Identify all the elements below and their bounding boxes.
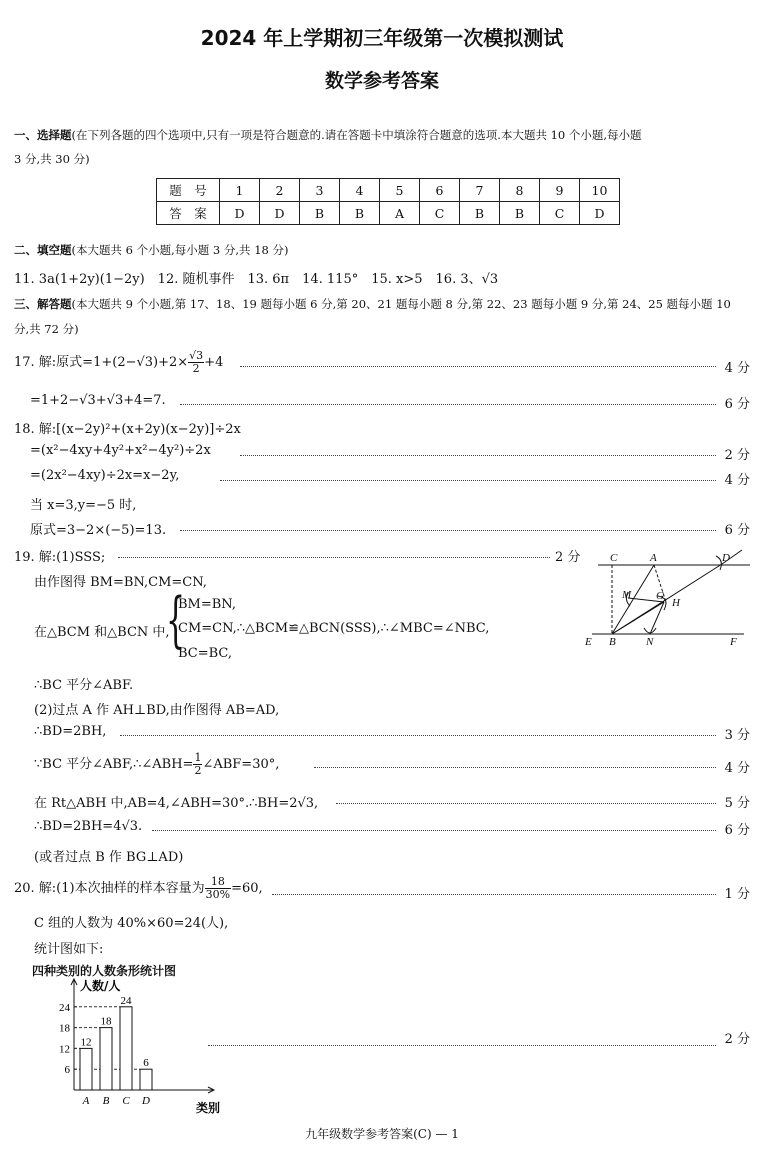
bar	[80, 1048, 92, 1090]
row-label: 答 案	[157, 202, 220, 225]
frac-numerator: 18	[205, 876, 231, 889]
dotted-leader	[180, 530, 716, 531]
q20-fraction	[205, 876, 231, 901]
table-cell: B	[300, 202, 340, 225]
section3-line1	[14, 296, 731, 312]
arc-n	[644, 628, 656, 633]
dotted-leader	[120, 735, 716, 736]
table-cell: D	[220, 202, 260, 225]
section3-heading: 三、解答题	[14, 297, 72, 311]
fig-label: F	[730, 636, 737, 648]
x-tick-label: B	[102, 1095, 110, 1107]
q18-line2: =(x²−4xy+4y²+x²−4y²)÷2x	[30, 443, 211, 458]
fig-label: N	[646, 636, 654, 648]
data-label: 12	[80, 1036, 92, 1049]
q18-line1: 18. 解:[(x−2y)²+(x+2y)(x−2y)]÷2x	[14, 422, 241, 437]
fig-label: H	[672, 597, 680, 609]
score-label: 6 分	[724, 523, 750, 538]
q20-line1	[14, 876, 263, 901]
q18-line4: 当 x=3,y=−5 时,	[30, 498, 137, 513]
dotted-leader	[240, 455, 716, 456]
chart-labels	[59, 978, 220, 1115]
score-label: 2 分	[724, 1032, 750, 1047]
table-cell: 1	[220, 179, 260, 202]
section1-note2: 3 分,共 30 分)	[14, 152, 90, 166]
q19-line3-intro: 在△BCM 和△BCN 中,	[34, 625, 170, 640]
table-cell: 10	[580, 179, 620, 202]
dotted-leader	[314, 767, 716, 768]
table-row	[157, 179, 620, 202]
table-cell: B	[500, 202, 540, 225]
y-axis-label: 人数/人	[80, 979, 121, 993]
row-label: 题 号	[157, 179, 220, 202]
data-label: 6	[143, 1057, 149, 1070]
frac-numerator: √3	[189, 349, 204, 362]
score-label: 2 分	[724, 448, 750, 463]
geometry-figure	[584, 548, 754, 652]
table-cell: A	[380, 202, 420, 225]
q20-line2: C 组的人数为 40%×60=24(人),	[34, 916, 229, 931]
section3-note2: 分,共 72 分)	[14, 322, 79, 336]
data-label: 18	[100, 1015, 112, 1028]
data-label: 24	[120, 994, 132, 1007]
x-axis-label: 类别	[196, 1101, 221, 1115]
fig-label: G	[656, 590, 664, 602]
q19-line5: (2)过点 A 作 AH⊥BD,由作图得 AB=AD,	[34, 703, 280, 718]
page-title: 2024 年上学期初三年级第一次模拟测试	[200, 26, 564, 50]
frac-denominator: 2	[194, 764, 202, 777]
q19-line10: (或者过点 B 作 BG⊥AD)	[34, 850, 184, 865]
dotted-leader	[272, 894, 716, 895]
score-label: 3 分	[724, 728, 750, 743]
q20-line3: 统计图如下:	[34, 942, 104, 957]
x-tick-label: D	[142, 1095, 150, 1107]
dotted-leader	[180, 404, 716, 405]
fig-label: C	[610, 552, 618, 564]
y-tick-label: 6	[64, 1064, 70, 1077]
score-label: 4 分	[724, 761, 750, 776]
q19-line7	[34, 752, 279, 777]
dotted-leader	[240, 366, 716, 367]
table-cell: C	[540, 202, 580, 225]
section3-note1: (本大题共 9 个小题,第 17、18、19 题每小题 6 分,第 20、21 题每小题 8 分,第 22、23 题每小题 9 分,第 24、25 题每小题 10	[71, 297, 731, 311]
x-tick-label: C	[122, 1095, 130, 1107]
table-row	[157, 202, 620, 225]
score-label: 5 分	[724, 796, 750, 811]
fig-label: A	[650, 552, 657, 564]
table-cell: D	[580, 202, 620, 225]
curly-brace: {	[166, 585, 186, 655]
frac-denominator: 2	[192, 362, 200, 375]
section1-line1	[14, 127, 642, 143]
fig-label: M	[622, 589, 632, 601]
bar	[140, 1069, 152, 1090]
table-cell: B	[340, 202, 380, 225]
q19-brace-line1: BM=BN,	[178, 597, 236, 612]
q19-line8: 在 Rt△ABH 中,AB=4,∠ABH=30°.∴BH=2√3,	[34, 796, 319, 811]
table-cell: D	[260, 202, 300, 225]
section2-note: (本大题共 6 个小题,每小题 3 分,共 18 分)	[71, 243, 289, 257]
choice-answer-table	[156, 178, 620, 225]
q17-text-b: +4	[204, 355, 224, 370]
q18-line3: =(2x²−4xy)÷2x=x−2y,	[30, 468, 180, 483]
q19-line6: ∴BD=2BH,	[34, 724, 107, 739]
q19-line7-b: ∠ABF=30°,	[202, 757, 280, 772]
dotted-leader	[336, 803, 716, 804]
q19-line2: 由作图得 BM=BN,CM=CN,	[34, 575, 207, 590]
q19-line7-a: ∵BC 平分∠ABF,∴∠ABH=	[34, 757, 194, 772]
y-tick-label: 18	[59, 1022, 70, 1035]
table-cell: B	[460, 202, 500, 225]
table-cell: 5	[380, 179, 420, 202]
dotted-leader	[152, 830, 716, 831]
fig-label: B	[609, 636, 616, 648]
segment-bg	[612, 602, 664, 634]
table-cell: 7	[460, 179, 500, 202]
table-cell: 9	[540, 179, 580, 202]
q19-brace-line3: BC=BC,	[178, 646, 233, 661]
score-label: 4 分	[724, 473, 750, 488]
bar	[100, 1028, 112, 1090]
frac-denominator: 30%	[205, 888, 231, 901]
x-tick-label: A	[82, 1095, 90, 1107]
q19-line1: 19. 解:(1)SSS;	[14, 550, 106, 565]
score-label: 1 分	[724, 887, 750, 902]
fill-blank-answers: 11. 3a(1+2y)(1−2y) 12. 随机事件 13. 6π 14. 115° 15. x>5 16. 3、√3	[14, 272, 499, 287]
dotted-leader	[118, 557, 550, 558]
score-label: 6 分	[724, 397, 750, 412]
y-tick-label: 24	[59, 1001, 70, 1014]
score-label: 6 分	[724, 823, 750, 838]
fig-label: D	[722, 552, 730, 564]
score-label: 2 分	[555, 550, 581, 565]
section2-heading: 二、填空题	[14, 243, 72, 257]
q17-text-a: 17. 解:原式=1+(2−√3)+2×	[14, 355, 189, 370]
section1-heading: 一、选择题	[14, 128, 72, 142]
q19-line9: ∴BD=2BH=4√3.	[34, 819, 143, 834]
table-cell: 2	[260, 179, 300, 202]
bar	[120, 1007, 132, 1090]
table-cell: 4	[340, 179, 380, 202]
page-footer: 九年级数学参考答案(C) — 1	[305, 1127, 459, 1141]
q20-text-b: =60,	[231, 881, 263, 896]
table-cell: 6	[420, 179, 460, 202]
q19-line4: ∴BC 平分∠ABF.	[34, 678, 134, 693]
table-cell: 8	[500, 179, 540, 202]
dotted-leader	[208, 1045, 716, 1046]
section2-header	[14, 242, 288, 258]
section1-note1: (在下列各题的四个选项中,只有一项是符合题意的.请在答题卡中填涂符合题意的选项.本大题共 10 个小题,每小题	[71, 128, 642, 142]
chart-title: 四种类别的人数条形统计图	[32, 964, 177, 978]
table-cell: 3	[300, 179, 340, 202]
segment-ba	[612, 565, 654, 634]
q18-line5: 原式=3−2×(−5)=13.	[30, 523, 167, 538]
score-label: 4 分	[724, 361, 750, 376]
q17-line1	[14, 350, 223, 375]
page-subtitle: 数学参考答案	[324, 70, 439, 92]
frac-numerator: 1	[194, 751, 202, 764]
q19-brace-line2: CM=CN,∴△BCM≌△BCN(SSS),∴∠MBC=∠NBC,	[178, 621, 490, 636]
bar-chart	[40, 976, 221, 1116]
dotted-leader	[220, 480, 716, 481]
q17-fraction	[188, 350, 204, 375]
table-cell: C	[420, 202, 460, 225]
q20-text-a: 20. 解:(1)本次抽样的样本容量为	[14, 881, 205, 896]
y-tick-label: 12	[59, 1043, 70, 1056]
fig-label: E	[585, 636, 592, 648]
q17-line2: =1+2−√3+√3+4=7.	[30, 393, 166, 408]
